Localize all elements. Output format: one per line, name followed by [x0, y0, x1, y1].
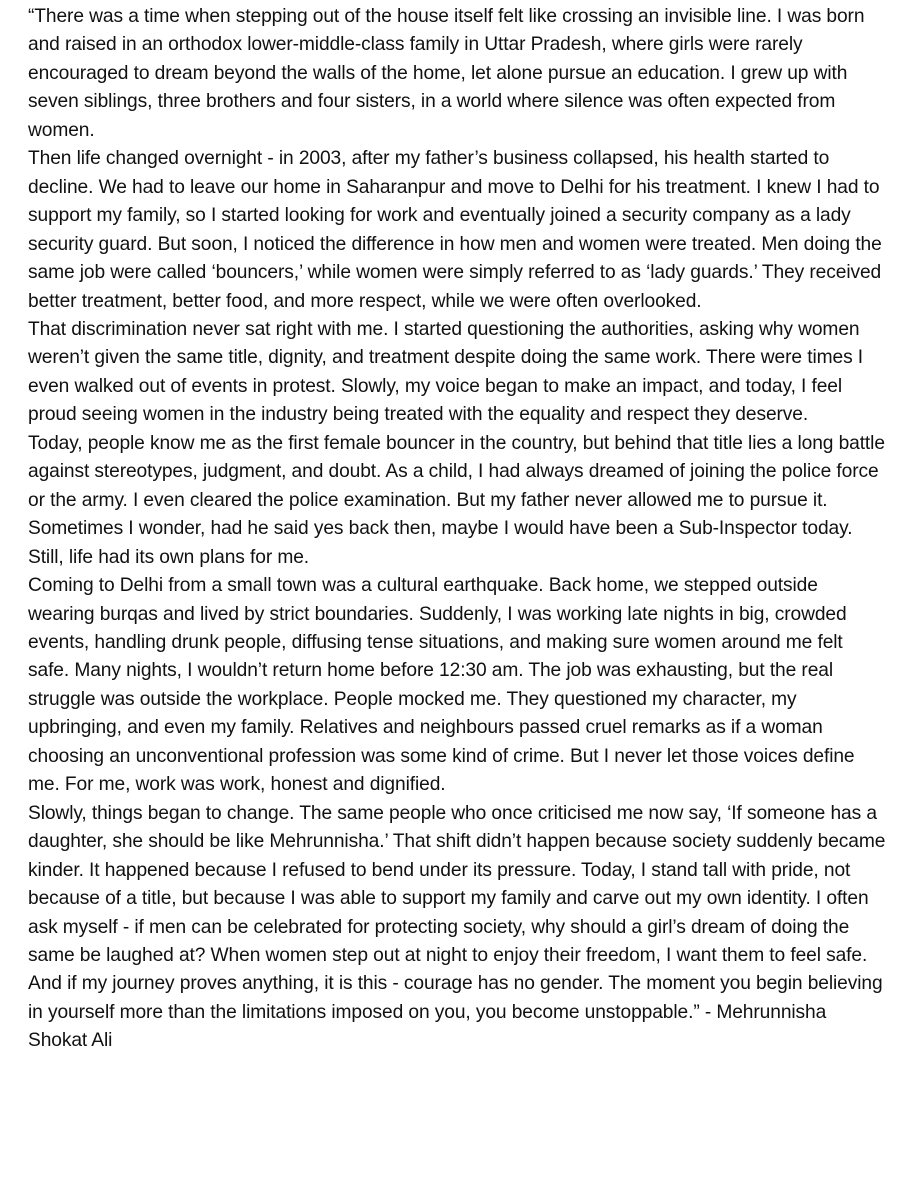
paragraph-childhood: “There was a time when stepping out of the house itself felt like crossing an invisible line. I was born and raised in an orthodox lower-middle-class family in Uttar Pradesh, where girls were rarely encouraged to dream beyond the walls of the home, let alone pursue an education. I grew up with seven siblings, three brothers and four sisters, in a world where silence was often expected from women.: [28, 6, 865, 141]
paragraph-security-job: Then life changed overnight - in 2003, after my father’s business collapsed, his health started to decline. We had to leave our home in Saharanpur and move to Delhi for his treatment. I knew I had to support my family, so I started looking for work and eventually joined a security company as a lady security guard. But soon, I noticed the difference in how men and women were treated. Men doing the same job were called ‘bouncers,’ while women were simply referred to as ‘lady guards.’ They received better treatment, better food, and more respect, while we were often overlooked.: [28, 148, 882, 312]
paragraph-first-female-bouncer: Today, people know me as the first female bouncer in the country, but behind that title lies a long battle against stereotypes, judgment, and doubt. As a child, I had always dreamed of joining the police force or the army. I even cleared the police examination. But my father never allowed me to pursue it. Sometimes I wonder, had he said yes back then, maybe I would have been a Sub-Inspector today. Still, life had its own plans for me.: [28, 432, 885, 568]
paragraph-delhi-struggle: Coming to Delhi from a small town was a cultural earthquake. Back home, we stepped outside wearing burqas and lived by strict boundaries. Suddenly, I was working late nights in big, crowded events, handling drunk people, diffusing tense situations, and making sure women around me felt safe. Many nights, I wouldn’t return home before 12:30 am. The job was exhausting, but the real struggle was outside the workplace. People mocked me. They questioned my character, my upbringing, and even my family. Relatives and neighbours passed cruel remarks as if a woman choosing an unconventional profession was some kind of crime. But I never let those voices define me. For me, work was work, honest and dignified.: [28, 575, 855, 796]
paragraph-discrimination: That discrimination never sat right with me. I started questioning the authorities, asking why women weren’t given the same title, dignity, and treatment despite doing the same work. There were times I even walked out of events in protest. Slowly, my voice began to make an impact, and today, I feel proud seeing women in the industry being treated with the equality and respect they deserve.: [28, 318, 864, 426]
paragraph-change-and-attribution: Slowly, things began to change. The same people who once criticised me now say, ‘If someone has a daughter, she should be like Mehrunnisha.’ That shift didn’t happen because society suddenly became kinder. It happened because I refused to bend under its pressure. Today, I stand tall with pride, not because of a title, but because I was able to support my family and carve out my own identity. I often ask myself - if men can be celebrated for protecting society, why should a girl’s dream of doing the same be laughed at? When women step out at night to enjoy their freedom, I want them to feel safe. And if my journey proves anything, it is this - courage has no gender. The moment you begin believing in yourself more than the limitations imposed on you, you become unstoppable.” - Mehrunnisha Shokat Ali: [28, 802, 886, 1052]
